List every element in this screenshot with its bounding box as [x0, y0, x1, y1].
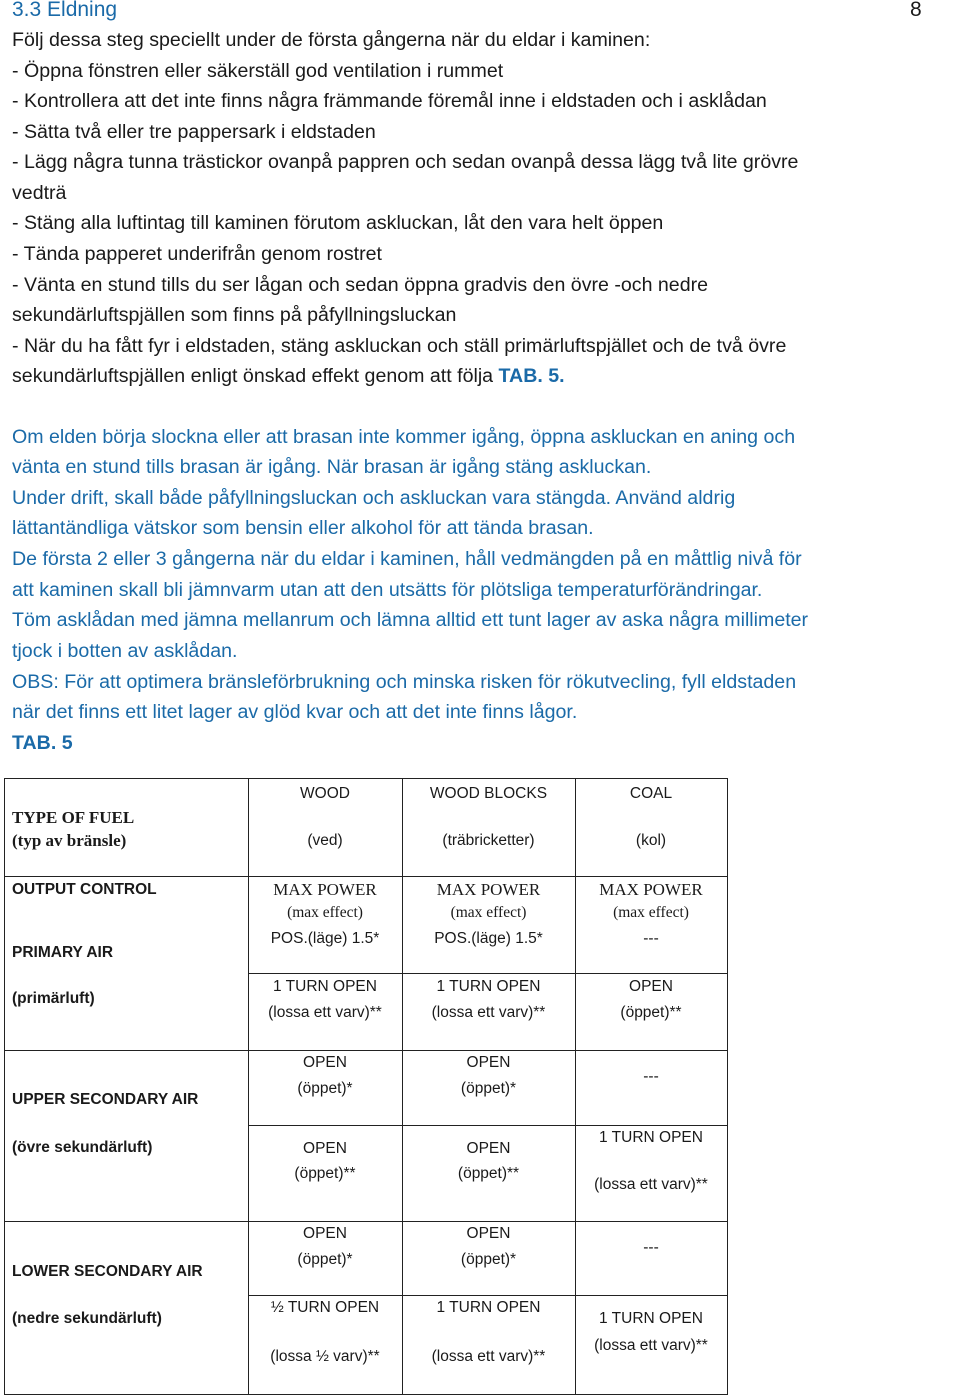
- max-effect-blocks: (max effect): [450, 904, 527, 921]
- upper-turn-coal-sv: (lossa ett varv)**: [594, 1176, 708, 1193]
- paragraph-line: när det finns ett litet lager av glöd kvar och att det inte finns lågor.: [12, 701, 578, 723]
- lower-open-wood: OPEN: [303, 1225, 347, 1242]
- intro-line-last-text: sekundärluftspjällen enligt önskad effekt genom att följa: [12, 365, 499, 387]
- primary-pos-coal: ---: [643, 930, 659, 947]
- max-power-coal: MAX POWER: [599, 880, 703, 899]
- primary-open-coal: OPEN: [629, 978, 673, 995]
- table-rule: [4, 778, 5, 1395]
- col-header-coal: COAL: [629, 785, 673, 802]
- table-rule: [575, 778, 576, 1395]
- table-reference: TAB. 5.: [498, 365, 565, 387]
- table-rule: [248, 973, 728, 974]
- lower-turn-coal-sv: (lossa ett varv)**: [594, 1337, 708, 1354]
- primary-turn-wood-sv: (lossa ett varv)**: [268, 1004, 382, 1021]
- lower-turn-coal: 1 TURN OPEN: [599, 1310, 703, 1327]
- paragraph-line: Om elden börja slockna eller att brasan inte kommer igång, öppna askluckan en aning och: [12, 426, 796, 448]
- upper-open-wood: OPEN: [303, 1054, 347, 1071]
- lower-half-turn-wood: ½ TURN OPEN: [270, 1299, 380, 1316]
- table-rule: [4, 876, 728, 877]
- max-effect-coal: (max effect): [613, 904, 689, 921]
- intro-line: - Sätta två eller tre pappersark i eldstaden: [12, 121, 376, 143]
- primary-turn-blocks: 1 TURN OPEN: [436, 978, 541, 995]
- lower-open-blocks: OPEN: [466, 1225, 511, 1242]
- fuel-type-label: TYPE OF FUEL: [12, 808, 135, 827]
- upper-open-blocks-sv: (öppet)*: [460, 1080, 517, 1097]
- paragraph-line: att kaminen skall bli jämnvarm utan att den utsätts för plötsliga temperaturförändringar.: [12, 579, 763, 601]
- lower-secondary-label: LOWER SECONDARY AIR: [12, 1263, 203, 1280]
- primary-open-coal-sv: (öppet)**: [620, 1004, 682, 1021]
- tab-label: TAB. 5: [12, 732, 73, 754]
- col-header-wood-blocks-sv: (träbricketter): [442, 832, 535, 849]
- max-power-wood: MAX POWER: [273, 880, 377, 899]
- table-rule: [248, 1125, 728, 1126]
- section-heading: 3.3 Eldning: [12, 0, 118, 21]
- lower-open-blocks-sv: (öppet)*: [460, 1251, 517, 1268]
- output-control-label: OUTPUT CONTROL: [12, 881, 157, 898]
- table-rule: [727, 778, 728, 1395]
- upper-open-wood-sv: (öppet)*: [297, 1080, 353, 1097]
- primary-pos-wood: POS.(läge) 1.5*: [270, 930, 380, 947]
- intro-line: sekundärluftspjällen som finns på påfyllningsluckan: [12, 304, 457, 326]
- col-header-wood-sv: (ved): [307, 832, 343, 849]
- max-effect-wood: (max effect): [287, 904, 363, 921]
- intro-line: - Lägg några tunna trästickor ovanpå pappren och sedan ovanpå dessa lägg två lite grövre: [12, 151, 799, 173]
- upper-secondary-label-sv: (övre sekundärluft): [12, 1139, 153, 1156]
- table-rule: [4, 1050, 728, 1051]
- lower-secondary-label-sv: (nedre sekundärluft): [12, 1310, 162, 1327]
- lower-dash-coal: ---: [643, 1239, 659, 1256]
- lower-half-turn-wood-sv: (lossa ½ varv)**: [270, 1348, 380, 1365]
- fuel-type-label-sv: (typ av bränsle): [12, 831, 127, 850]
- paragraph-line: tjock i botten av asklådan.: [12, 640, 238, 662]
- upper-secondary-label: UPPER SECONDARY AIR: [12, 1091, 199, 1108]
- intro-line: - Tända papperet underifrån genom rostret: [12, 243, 382, 265]
- upper-open-blocks-2-sv: (öppet)**: [457, 1165, 520, 1182]
- table-rule: [4, 1221, 728, 1222]
- col-header-wood: WOOD: [300, 785, 350, 802]
- intro-line: - När du ha fått fyr i eldstaden, stäng askluckan och ställ primärluftspjället och de två övre: [12, 335, 787, 357]
- lower-turn-blocks: 1 TURN OPEN: [436, 1299, 541, 1316]
- upper-open-wood-2-sv: (öppet)**: [294, 1165, 356, 1182]
- primary-turn-wood: 1 TURN OPEN: [273, 978, 377, 995]
- table-rule: [248, 1295, 728, 1296]
- intro-line: vedträ: [12, 182, 67, 204]
- upper-open-wood-2: OPEN: [303, 1140, 347, 1157]
- paragraph-line: Töm asklådan med jämna mellanrum och lämna alltid ett tunt lager av aska några millimeter: [12, 609, 809, 631]
- paragraph-line: vänta en stund tills brasan är igång. När brasan är igång stäng askluckan.: [12, 456, 652, 478]
- table-rule: [4, 778, 728, 779]
- primary-pos-blocks: POS.(läge) 1.5*: [434, 930, 543, 947]
- upper-open-blocks: OPEN: [466, 1054, 511, 1071]
- intro-line: - Kontrollera att det inte finns några främmande föremål inne i eldstaden och i asklådan: [12, 90, 767, 112]
- primary-air-label: PRIMARY AIR: [12, 944, 114, 961]
- upper-turn-coal: 1 TURN OPEN: [599, 1129, 703, 1146]
- table-rule: [4, 1394, 728, 1395]
- paragraph-line: Under drift, skall både påfyllningsluckan och askluckan vara stängda. Använd aldrig: [12, 487, 736, 509]
- lower-turn-blocks-sv: (lossa ett varv)**: [431, 1348, 546, 1365]
- paragraph-line: lättantändliga vätskor som bensin eller alkohol för att tända brasan.: [12, 517, 594, 539]
- paragraph-line: OBS: För att optimera bränsleförbrukning och minska risken för rökutvecling, fyll eldstaden: [12, 671, 797, 693]
- primary-turn-blocks-sv: (lossa ett varv)**: [431, 1004, 546, 1021]
- intro-line: - Öppna fönstren eller säkerställ god ventilation i rummet: [12, 60, 504, 82]
- intro-line: - Vänta en stund tills du ser lågan och sedan öppna gradvis den övre -och nedre: [12, 274, 709, 296]
- intro-line: - Stäng alla luftintag till kaminen förutom askluckan, låt den vara helt öppen: [12, 212, 664, 234]
- paragraph-line: De första 2 eller 3 gångerna när du eldar i kaminen, håll vedmängden på en måttlig nivå för: [12, 548, 802, 570]
- upper-dash-coal: ---: [643, 1068, 659, 1085]
- col-header-coal-sv: (kol): [635, 832, 667, 849]
- intro-line: Följ dessa steg speciellt under de första gångerna när du eldar i kaminen:: [12, 29, 651, 51]
- col-header-wood-blocks: WOOD BLOCKS: [429, 785, 548, 802]
- upper-open-blocks-2: OPEN: [466, 1140, 511, 1157]
- primary-air-label-sv: (primärluft): [12, 990, 95, 1007]
- intro-line-last: [12, 364, 565, 388]
- lower-open-wood-sv: (öppet)*: [297, 1251, 353, 1268]
- max-power-blocks: MAX POWER: [436, 880, 541, 899]
- page-number: 8: [910, 0, 922, 21]
